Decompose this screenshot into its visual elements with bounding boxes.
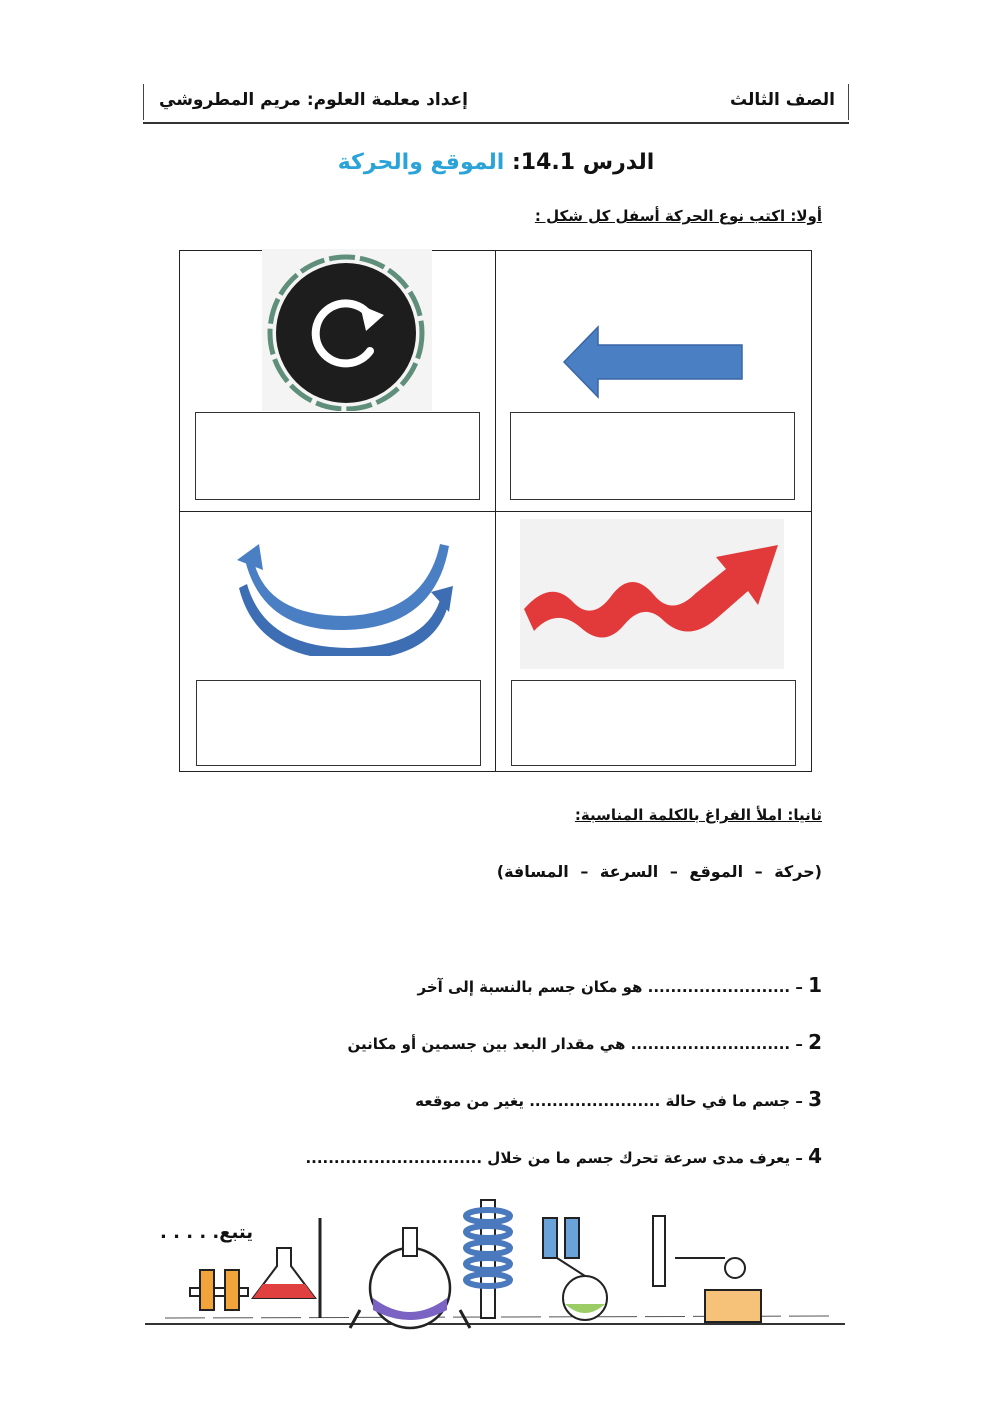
answer-box-left-arrow[interactable] xyxy=(510,412,795,500)
page-header xyxy=(143,78,849,124)
zigzag-arrow-icon xyxy=(520,519,784,669)
author-label: إعداد معلمة العلوم: مريم المطروشي xyxy=(159,90,468,110)
question-number: 3 xyxy=(808,1087,822,1111)
question-text: – ............................ هي مقدار البعد بين جسمين أو مكانين xyxy=(347,1035,803,1053)
lesson-title xyxy=(0,150,992,175)
continued-label: يتبع. . . . . xyxy=(160,1222,254,1243)
word-bank: (حركة – الموقع – السرعة – المسافة) xyxy=(496,862,822,881)
motion-figures-grid xyxy=(179,250,812,772)
header-right-rule xyxy=(848,84,849,120)
rotate-icon xyxy=(262,249,432,411)
question-text: – جسم ما في حالة ....................... يغير من موقعه xyxy=(415,1092,803,1110)
question-number: 1 xyxy=(808,973,822,997)
left-arrow-icon xyxy=(560,323,745,401)
header-left-rule xyxy=(143,84,144,120)
answer-box-rotate[interactable] xyxy=(195,412,480,500)
question-1 xyxy=(418,973,823,997)
question-number: 2 xyxy=(808,1030,822,1054)
question-number: 4 xyxy=(808,1144,822,1168)
lesson-topic: الموقع والحركة xyxy=(337,150,505,175)
grade-label: الصف الثالث xyxy=(729,90,835,110)
answer-box-curved-arrows[interactable] xyxy=(196,680,481,766)
answer-box-zigzag-arrow[interactable] xyxy=(511,680,796,766)
question-text: – يعرف مدى سرعة تحرك جسم ما من خلال ............................... xyxy=(305,1149,803,1167)
section1-instruction: أولا: اكتب نوع الحركة أسفل كل شكل : xyxy=(534,207,822,225)
curved-arrows-icon xyxy=(235,536,465,656)
lab-equipment-illustration xyxy=(145,1198,845,1333)
grid-divider-horizontal xyxy=(180,511,811,512)
question-3 xyxy=(415,1087,822,1111)
question-4 xyxy=(305,1144,822,1168)
question-2 xyxy=(348,1030,822,1054)
lesson-number: الدرس 14.1: xyxy=(511,150,655,175)
section2-instruction: ثانيا: املأ الفراغ بالكلمة المناسبة: xyxy=(574,806,822,824)
question-text: – ......................... هو مكان جسم بالنسبة إلى آخر xyxy=(417,978,803,996)
